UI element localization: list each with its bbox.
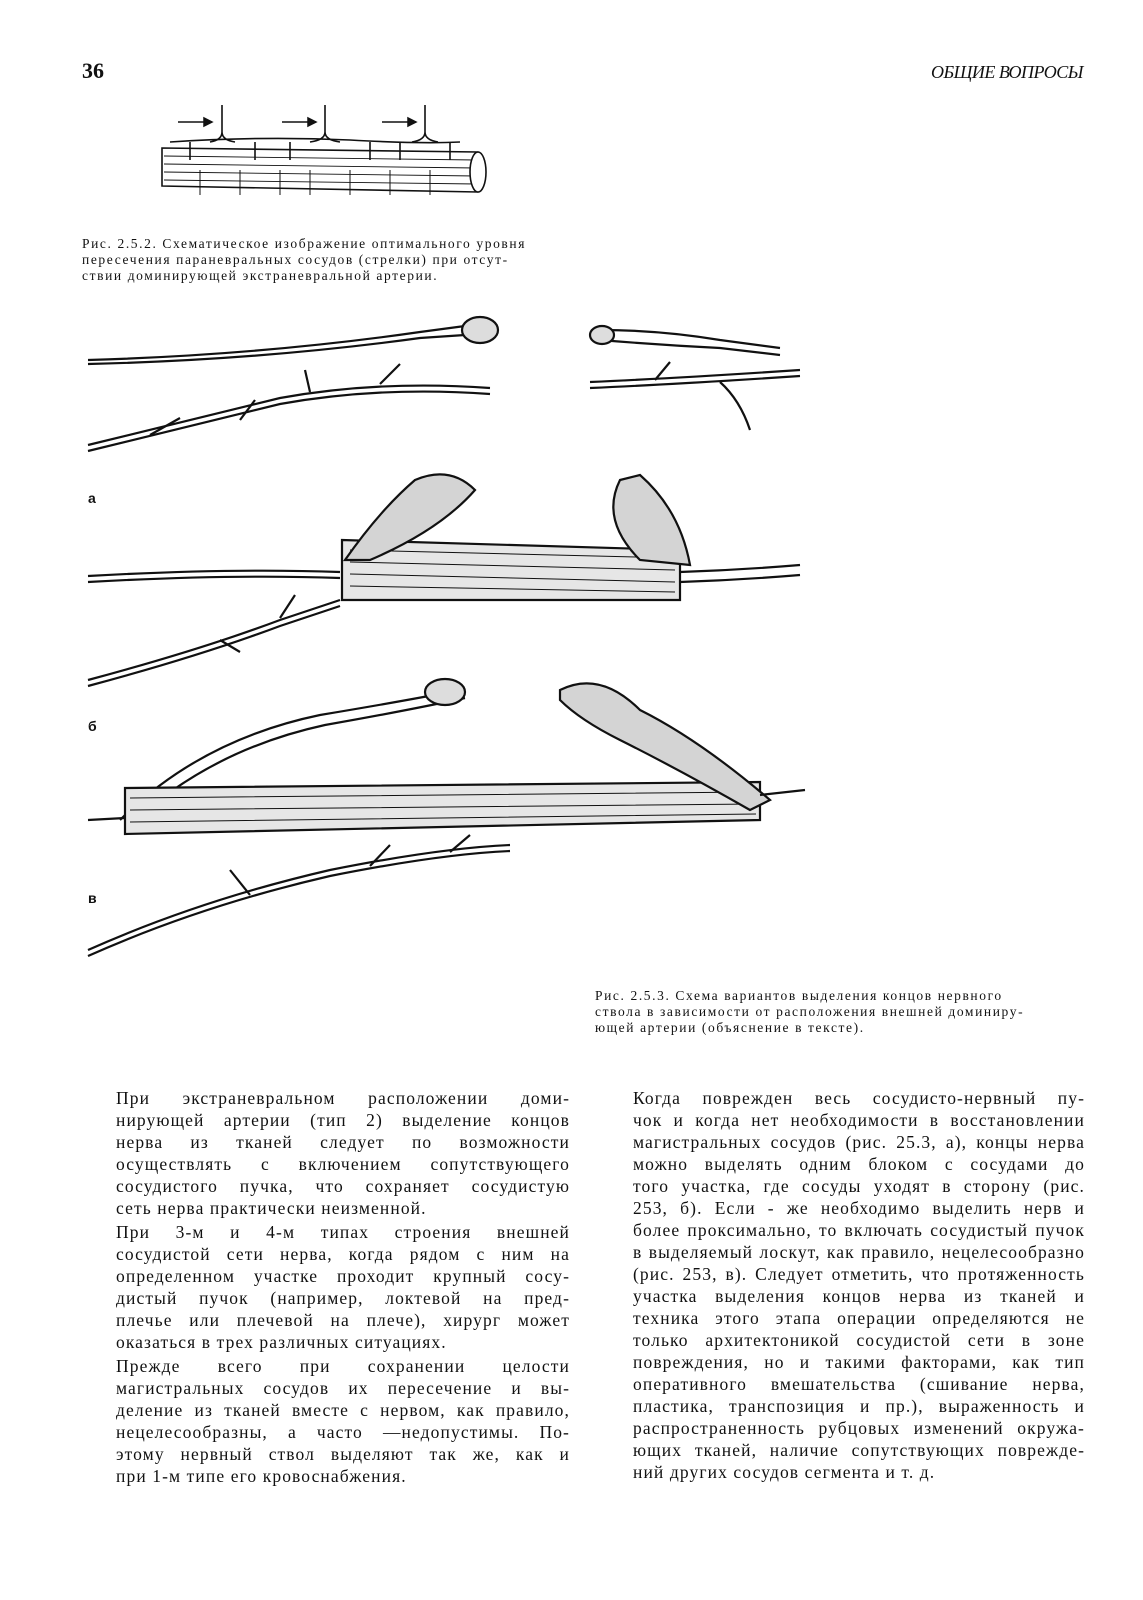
text-line: нерва из тканей следует по возможности <box>116 1132 570 1152</box>
text-line: сосудистого пучка, что сохраняет сосудистую <box>116 1176 570 1196</box>
paragraph <box>78 1087 570 1219</box>
figure-2-5-3-caption <box>595 988 1085 1036</box>
running-title: ОБЩИЕ ВОПРОСЫ <box>931 62 1083 82</box>
paragraph <box>595 1087 1085 1483</box>
text-line: ющих тканей, наличие сопутствующих поврежде- <box>633 1440 1085 1460</box>
text-line: можно выделять одним блоком с сосудами до <box>633 1154 1085 1174</box>
text-line: более проксимально, то включать сосудистый пучок <box>633 1220 1085 1240</box>
panel-label-b: б <box>88 718 97 734</box>
text-line: Когда поврежден весь сосудисто-нервный пу- <box>633 1088 1085 1108</box>
text-line: оперативного вмешательства (сшивание нерва, <box>633 1374 1085 1394</box>
text-line: в выделяемый лоскут, как правило, нецелесообразно <box>633 1242 1085 1262</box>
text-line: чок и когда нет необходимости в восстановлении <box>633 1110 1085 1130</box>
text-line: плечье или плечевой на плече), хирург может <box>116 1310 570 1330</box>
text-line: Прежде всего при сохранении целости <box>116 1356 570 1376</box>
text-line: деление из тканей вместе с нервом, как правило, <box>116 1400 570 1420</box>
body-left-column <box>78 1085 570 1487</box>
figure-2-5-3-illustration <box>80 300 820 960</box>
text-line: этому нервный ствол выделяют так же, как и <box>116 1444 570 1464</box>
figure-2-5-2-illustration <box>160 100 490 210</box>
body-right-column <box>595 1085 1085 1483</box>
caption-line: Рис. 2.5.3. Схема вариантов выделения концов нервного <box>595 988 1003 1003</box>
text-line: распространенность рубцовых изменений окружа- <box>633 1418 1085 1438</box>
text-line: нецелесообразны, а часто —недопустимы. По- <box>116 1422 570 1442</box>
paragraph <box>78 1221 570 1353</box>
panel-label-v: в <box>88 890 97 906</box>
text-line: нирующей артерии (тип 2) выделение концов <box>116 1110 570 1130</box>
text-line: при 1-м типе его кровоснабжения. <box>116 1466 407 1486</box>
text-line: При 3-м и 4-м типах строения внешней <box>116 1222 570 1242</box>
text-line: осуществлять с включением сопутствующего <box>116 1154 570 1174</box>
caption-line: ющей артерии (объяснение в тексте). <box>595 1020 865 1035</box>
caption-line: ствола в зависимости от расположения внешней доминиру- <box>595 1004 1025 1019</box>
text-line: ний других сосудов сегмента и т. д. <box>633 1462 936 1482</box>
text-line: дистый пучок (например, локтевой на пред- <box>116 1288 570 1308</box>
caption-line: ствии доминирующей экстраневральной артерии. <box>82 268 439 283</box>
text-line: того участка, где сосуды уходят в сторону (рис. <box>633 1176 1085 1196</box>
text-line: магистральных сосудов их пересечение и вы- <box>116 1378 570 1398</box>
caption-line: пересечения параневральных сосудов (стрелки) при отсут- <box>82 252 509 267</box>
page-number: 36 <box>82 58 104 83</box>
text-line: При экстраневральном расположении доми- <box>116 1088 570 1108</box>
text-line: оказаться в трех различных ситуациях. <box>116 1332 447 1352</box>
paragraph <box>78 1355 570 1487</box>
text-line: техника этого этапа операции определяются не <box>633 1308 1085 1328</box>
panel-label-a: а <box>88 490 96 506</box>
text-line: (рис. 253, в). Следует отметить, что протяженность <box>633 1264 1085 1284</box>
figure-2-5-2-caption <box>82 236 572 284</box>
text-line: определенном участке проходит крупный сосу- <box>116 1266 570 1286</box>
text-line: магистральных сосудов (рис. 25.3, а), концы нерва <box>633 1132 1085 1152</box>
caption-line: Рис. 2.5.2. Схематическое изображение оптимального уровня <box>82 236 527 251</box>
text-line: участка выделения концов нерва из тканей и <box>633 1286 1085 1306</box>
text-line: пластика, транспозиция и пр.), выраженность и <box>633 1396 1085 1416</box>
text-line: сосудистой сети нерва, когда рядом с ним на <box>116 1244 570 1264</box>
text-line: 253, б). Если - же необходимо выделить нерв и <box>633 1198 1085 1218</box>
text-line: повреждения, но и такими факторами, как тип <box>633 1352 1085 1372</box>
text-line: только архитектоникой сосудистой сети в зоне <box>633 1330 1085 1350</box>
text-line: сеть нерва практически неизменной. <box>116 1198 427 1218</box>
